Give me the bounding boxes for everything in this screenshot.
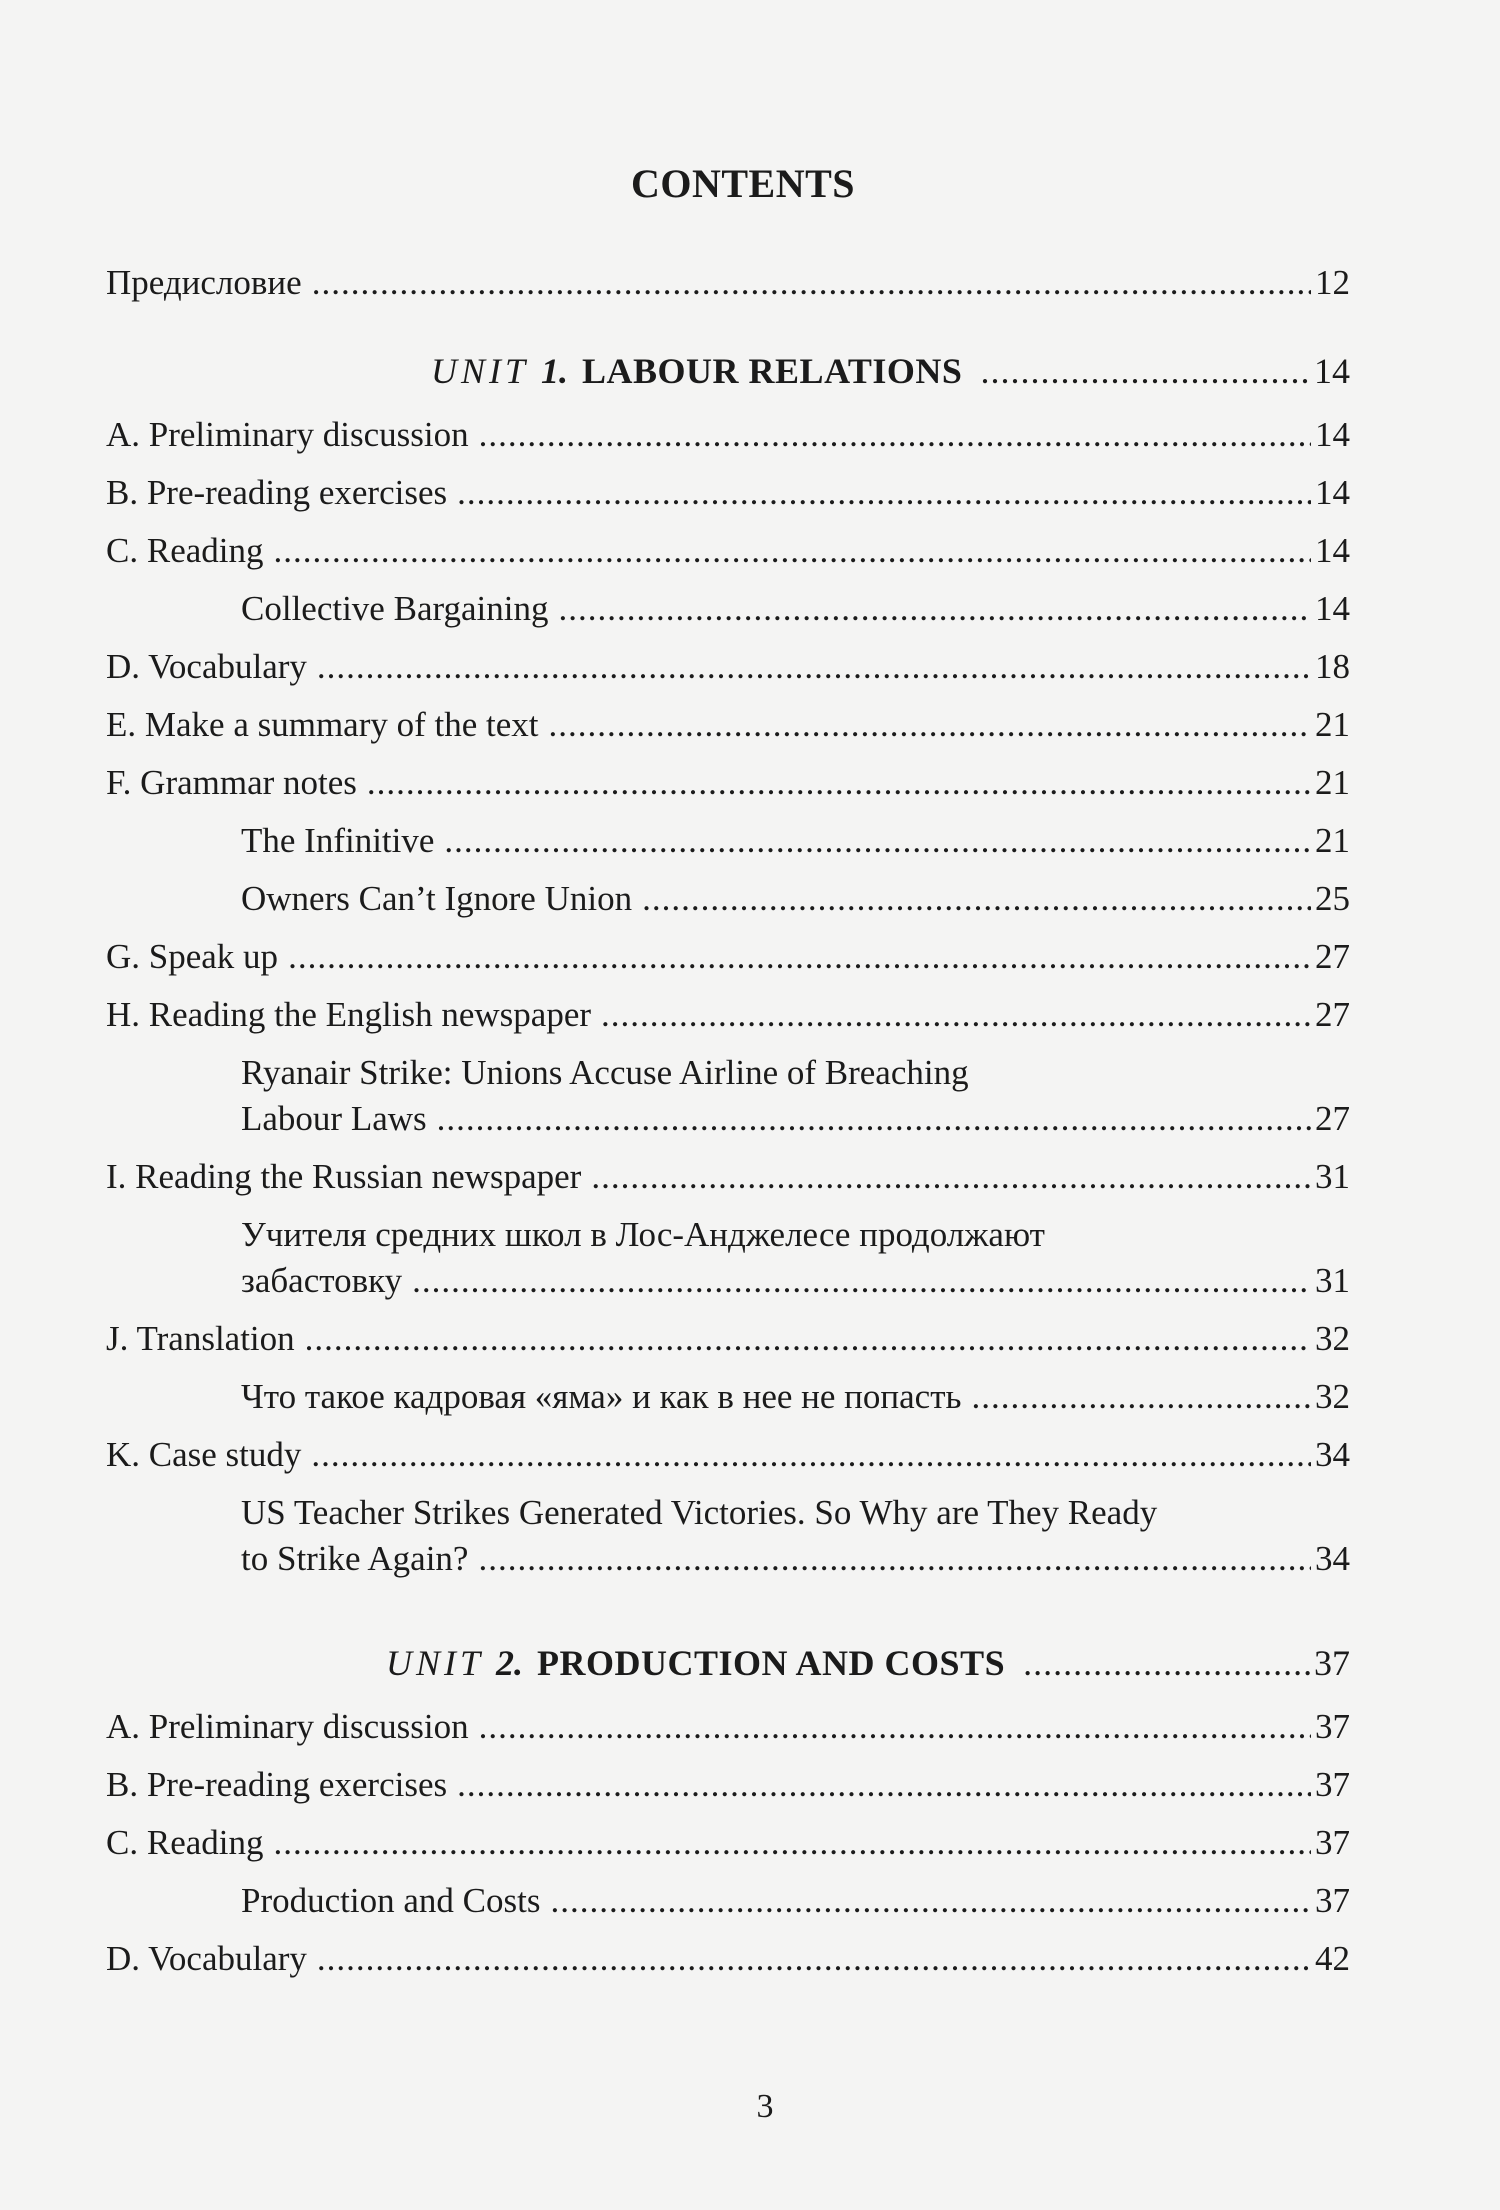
toc-entry-label: The Infinitive [241, 821, 435, 860]
unit-number: 2. [496, 1643, 524, 1683]
toc-entry [106, 1316, 1350, 1362]
toc-entry [106, 760, 1350, 806]
toc-entry-page: 27 [1315, 937, 1350, 976]
toc-entry-page: 12 [1315, 263, 1350, 302]
toc-subentry [106, 1878, 1350, 1924]
toc-entry-page: 42 [1315, 1939, 1350, 1978]
toc-entry-page: 37 [1315, 1707, 1350, 1746]
toc-entry-page: 14 [1315, 473, 1350, 512]
leader-dots [479, 1704, 1311, 1750]
leader-dots [550, 1878, 1311, 1924]
leader-dots [311, 1432, 1311, 1478]
toc-entry-label: A. Preliminary discussion [106, 415, 469, 454]
page-title: CONTENTS [630, 161, 856, 206]
toc-entry [106, 1936, 1350, 1982]
toc-entry [106, 1704, 1350, 1750]
unit-number: 1. [541, 351, 569, 391]
toc-entry-page: 18 [1315, 647, 1350, 686]
toc-entry-label: C. Reading [106, 1823, 264, 1862]
toc-entry-label: D. Vocabulary [106, 647, 307, 686]
toc-subentry [106, 1374, 1350, 1420]
leader-dots [412, 1258, 1311, 1304]
leader-dots [457, 470, 1311, 516]
leader-dots [317, 1936, 1311, 1982]
toc-entry-page: 31 [1315, 1157, 1350, 1196]
unit-heading-1 [106, 346, 1350, 396]
toc-entry-label: K. Case study [106, 1435, 302, 1474]
leader-dots [549, 702, 1311, 748]
leader-dots [601, 992, 1311, 1038]
toc-entry-page: 14 [1315, 415, 1350, 454]
toc-entry-label: G. Speak up [106, 937, 279, 976]
toc-entry-label: Что такое кадровая «яма» и как в нее не попасть [241, 1377, 962, 1416]
toc-entry [106, 1820, 1350, 1866]
toc-entry [106, 1762, 1350, 1808]
toc-entry-page: 27 [1315, 1099, 1350, 1138]
leader-dots [478, 1536, 1311, 1582]
toc-entry-label-line1: Ryanair Strike: Unions Accuse Airline of Breaching [241, 1053, 969, 1092]
toc-entry-label: B. Pre-reading exercises [106, 1765, 448, 1804]
toc-entry-page: 31 [1315, 1261, 1350, 1300]
leader-dots [558, 586, 1311, 632]
leader-dots [437, 1096, 1311, 1142]
leader-dots [367, 760, 1311, 806]
toc-entry-page: 34 [1315, 1539, 1350, 1578]
toc-entry-label: B. Pre-reading exercises [106, 473, 448, 512]
unit-title: LABOUR RELATIONS [582, 351, 963, 391]
unit-word: UNIT [386, 1643, 485, 1683]
toc-entry-page: 32 [1315, 1319, 1350, 1358]
leader-dots [980, 346, 1310, 396]
toc-subentry [106, 1212, 1350, 1304]
toc-entry [106, 702, 1350, 748]
toc-entry-preface [106, 260, 1350, 306]
toc-entry-label: Production and Costs [241, 1881, 541, 1920]
leader-dots [273, 1820, 1311, 1866]
toc-entry-label: Collective Bargaining [241, 589, 549, 628]
leader-dots [591, 1154, 1311, 1200]
toc-subentry [106, 876, 1350, 922]
page-number: 3 [756, 2088, 774, 2125]
toc-entry-page: 21 [1315, 705, 1350, 744]
leader-dots [305, 1316, 1311, 1362]
toc-entry-page: 14 [1315, 589, 1350, 628]
toc-entry-page: 37 [1315, 1881, 1350, 1920]
toc-entry-label-line1: US Teacher Strikes Generated Victories. So Why are They Ready [241, 1493, 1158, 1532]
toc-entry [106, 470, 1350, 516]
unit-title: PRODUCTION AND COSTS [537, 1643, 1006, 1683]
toc-entry-label: Labour Laws [241, 1099, 427, 1138]
toc-entry-label: D. Vocabulary [106, 1939, 307, 1978]
toc-entry [106, 644, 1350, 690]
toc-entry-label: A. Preliminary discussion [106, 1707, 469, 1746]
toc-entry [106, 992, 1350, 1038]
toc-entry [106, 1432, 1350, 1478]
toc-entry-label: to Strike Again? [241, 1539, 469, 1578]
toc-entry-page: 21 [1315, 763, 1350, 802]
unit-page: 14 [1314, 351, 1350, 391]
toc-entry-label: Предисловие [106, 263, 302, 302]
toc-entry-label: E. Make a summary of the text [106, 705, 539, 744]
leader-dots [1023, 1638, 1310, 1688]
toc-entry [106, 1154, 1350, 1200]
toc-entry-page: 34 [1315, 1435, 1350, 1474]
unit-word: UNIT [431, 351, 530, 391]
toc-entry [106, 528, 1350, 574]
toc-entry-label: забастовку [241, 1261, 403, 1300]
leader-dots [312, 260, 1311, 306]
toc-entry-label: I. Reading the Russian newspaper [106, 1157, 582, 1196]
toc-entry [106, 412, 1350, 458]
leader-dots [273, 528, 1311, 574]
toc-subentry [106, 586, 1350, 632]
toc-subentry [106, 1490, 1350, 1582]
toc-entry-page: 37 [1315, 1823, 1350, 1862]
toc-entry-label: J. Translation [106, 1319, 295, 1358]
leader-dots [479, 412, 1311, 458]
unit-page: 37 [1314, 1643, 1350, 1683]
toc-entry-page: 27 [1315, 995, 1350, 1034]
leader-dots [444, 818, 1311, 864]
toc-entry [106, 934, 1350, 980]
leader-dots [288, 934, 1311, 980]
toc-entry-page: 25 [1315, 879, 1350, 918]
toc-entry-page: 21 [1315, 821, 1350, 860]
leader-dots [971, 1374, 1311, 1420]
toc-entry-page: 37 [1315, 1765, 1350, 1804]
toc-subentry [106, 818, 1350, 864]
toc-entry-label: C. Reading [106, 531, 264, 570]
leader-dots [642, 876, 1311, 922]
leader-dots [457, 1762, 1311, 1808]
toc-entry-page: 32 [1315, 1377, 1350, 1416]
toc-subentry [106, 1050, 1350, 1142]
toc-entry-label: F. Grammar notes [106, 763, 357, 802]
toc-entry-page: 14 [1315, 531, 1350, 570]
toc-entry-label-line1: Учителя средних школ в Лос-Анджелесе продолжают [241, 1215, 1045, 1254]
leader-dots [317, 644, 1311, 690]
unit-heading-2 [106, 1638, 1350, 1688]
toc-entry-label: H. Reading the English newspaper [106, 995, 592, 1034]
toc-entry-label: Owners Can’t Ignore Union [241, 879, 633, 918]
